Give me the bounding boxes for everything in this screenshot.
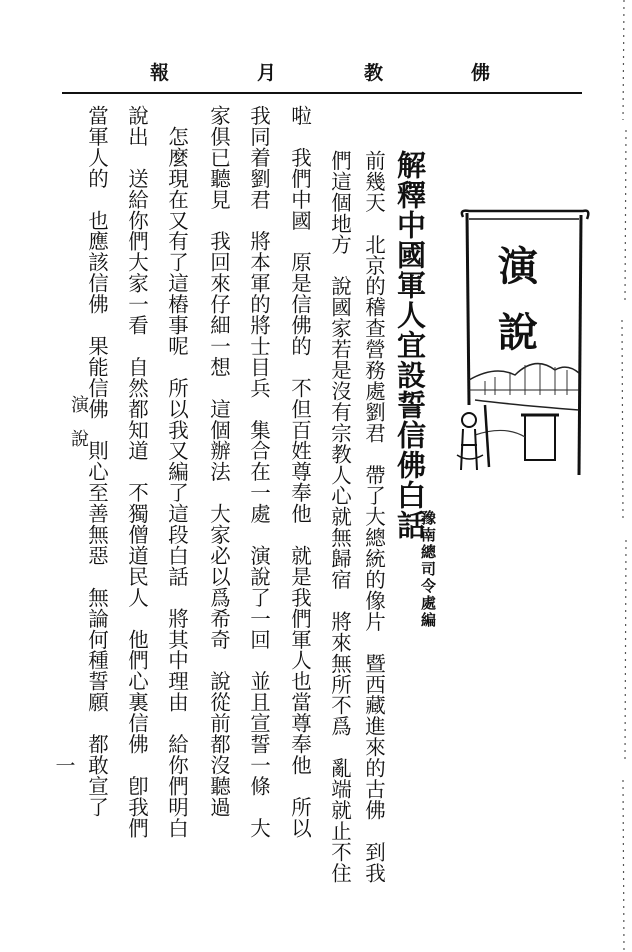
emblem-char: 說: [498, 309, 538, 356]
text-column: 怎麼現在又有了這樁事呢 所以我又編了這段白話 將其中理由 給你們明白: [164, 105, 189, 839]
article-author: 豫南總司令處編: [419, 510, 437, 629]
header-char: 月: [256, 61, 276, 84]
text-column: 們這個地方 說國家若是沒有宗教人心就無歸宿 將來無所不爲 亂端就止不住: [327, 150, 352, 884]
section-label: 演說: [68, 395, 89, 463]
text-column: 啦 我們中國 原是信佛的 不但百姓尊奉他 就是我們軍人也當尊奉他 所以: [287, 105, 312, 839]
header-char: 佛: [470, 61, 490, 84]
running-head: [150, 58, 490, 84]
page-number: 一: [52, 755, 76, 775]
text-column: 家俱已聽見 我回來仔細一想 這個辦法 大家必以爲希奇 說從前都沒聽過: [206, 105, 231, 818]
emblem-char: 演: [498, 243, 538, 290]
text-column: 前幾天 北京的稽查營務處劉君 帶了大總統的像片 暨西藏進來的古佛 到我: [361, 150, 386, 884]
scan-edge-noise: [614, 0, 632, 952]
header-rule: [62, 92, 582, 94]
header-char: 報: [150, 61, 170, 84]
section-emblem: [455, 205, 593, 475]
header-char: 教: [363, 61, 383, 84]
text-column: 說出 送給你們大家一看 自然都知道 不獨僧道民人 他們心裏信佛 卽我們: [124, 105, 149, 839]
text-column: 當軍人的 也應該信佛 果能信佛 則心至善無惡 無論何種誓願 都敢宣了: [84, 105, 109, 818]
text-column: 我同着劉君 將本軍的將士目兵 集合在一處 演說了一回 並且宣誓一條 大: [246, 105, 271, 839]
article-title: 解釋中國軍人宜設誓信佛白話: [393, 150, 427, 540]
